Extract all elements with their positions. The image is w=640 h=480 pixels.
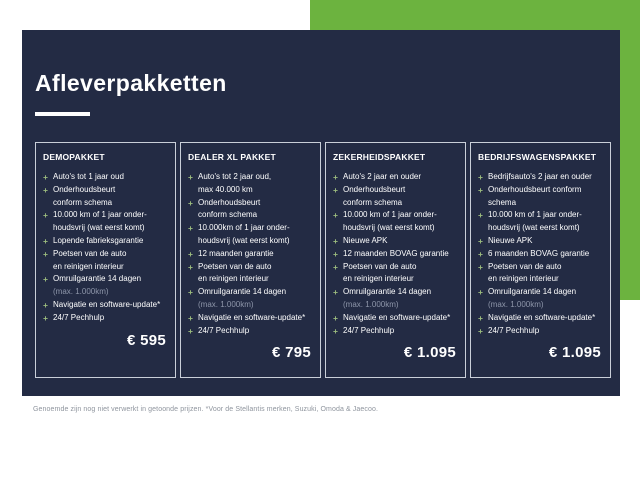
- item-line: [43, 261, 168, 274]
- item-line-text: conform schema: [343, 197, 403, 207]
- item-line-text: en reinigen interieur: [343, 274, 414, 284]
- item-line: [478, 325, 603, 338]
- plus-icon: +: [333, 184, 338, 195]
- item-line: [478, 312, 603, 325]
- package-name: DEMOPAKKET: [43, 152, 105, 162]
- item-line-text: Omruilgarantie 14 dagen: [343, 287, 432, 297]
- item-line: [188, 273, 313, 286]
- item-line-text: 10.000km of 1 jaar onder-: [198, 223, 290, 233]
- plus-icon: +: [188, 172, 193, 182]
- plus-icon: +: [333, 248, 338, 259]
- item-line: [188, 299, 313, 312]
- plus-icon: +: [188, 248, 193, 259]
- package-item: [188, 286, 313, 312]
- item-line-text: Auto's tot 2 jaar oud,: [198, 172, 272, 181]
- packages-row: [35, 142, 611, 378]
- item-line: [188, 235, 313, 248]
- item-line: [43, 222, 168, 235]
- item-line: [333, 209, 458, 222]
- item-line: [478, 248, 603, 261]
- plus-icon: +: [478, 287, 483, 298]
- package-item: [188, 171, 313, 197]
- item-line: [43, 273, 168, 286]
- item-line: [478, 286, 603, 299]
- item-line-text: houdsvrij (wat eerst komt): [343, 223, 435, 233]
- item-line-text: Poetsen van de auto: [343, 261, 417, 271]
- item-line: [333, 235, 458, 248]
- item-line: [478, 197, 603, 210]
- package-card: [35, 142, 176, 378]
- item-line-text: houdsvrij (wat eerst komt): [488, 223, 580, 233]
- item-line: [43, 286, 168, 299]
- title-underline: [35, 112, 90, 116]
- item-line-text: Auto's tot 1 jaar oud: [53, 172, 124, 181]
- item-line-text: Navigatie en software-update*: [343, 312, 451, 322]
- item-line: [478, 171, 603, 184]
- item-line-text: Navigatie en software-update*: [488, 312, 596, 322]
- item-line-text: Onderhoudsbeurt: [343, 184, 406, 194]
- plus-icon: +: [188, 223, 193, 234]
- plus-icon: +: [188, 325, 193, 336]
- package-card: [325, 142, 466, 378]
- plus-icon: +: [43, 312, 48, 323]
- plus-icon: +: [333, 287, 338, 298]
- package-item: [43, 171, 168, 184]
- plus-icon: +: [43, 210, 48, 221]
- package-item: [478, 235, 603, 248]
- plus-icon: +: [188, 312, 193, 323]
- item-line: [478, 222, 603, 235]
- item-line: [478, 184, 603, 197]
- item-line-text: schema: [488, 197, 517, 207]
- plus-icon: +: [43, 274, 48, 285]
- package-item: [333, 261, 458, 287]
- item-line: [43, 299, 168, 312]
- package-item: [188, 197, 313, 223]
- plus-icon: +: [188, 261, 193, 272]
- item-line-text: Onderhoudsbeurt: [53, 184, 116, 194]
- package-item: [478, 312, 603, 325]
- plus-icon: +: [188, 287, 193, 298]
- package-item: [333, 235, 458, 248]
- item-line: [43, 248, 168, 261]
- package-item: [43, 209, 168, 235]
- plus-icon: +: [333, 172, 338, 182]
- item-line-text: (max. 1.000km): [198, 299, 254, 309]
- item-line-text: 10.000 km of 1 jaar onder-: [53, 210, 147, 220]
- item-line-text: max 40.000 km: [198, 184, 253, 194]
- package-item: [333, 312, 458, 325]
- item-line-text: Poetsen van de auto: [198, 261, 272, 271]
- plus-icon: +: [333, 235, 338, 246]
- item-line-text: Bedrijfsauto's 2 jaar en ouder: [488, 172, 592, 181]
- item-line: [188, 312, 313, 325]
- package-card: [470, 142, 611, 378]
- item-line-text: 10.000 km of 1 jaar onder-: [343, 210, 437, 220]
- item-line: [333, 171, 458, 184]
- package-price: € 1.095: [403, 344, 456, 362]
- package-item-list: [188, 171, 313, 337]
- item-line-text: 24/7 Pechhulp: [343, 325, 395, 335]
- item-line-text: en reinigen interieur: [53, 261, 124, 271]
- plus-icon: +: [43, 248, 48, 259]
- item-line: [333, 273, 458, 286]
- item-line-text: Omruilgarantie 14 dagen: [488, 287, 577, 297]
- item-line: [478, 299, 603, 312]
- package-name: ZEKERHEIDSPAKKET: [333, 152, 426, 162]
- plus-icon: +: [43, 235, 48, 246]
- item-line: [188, 222, 313, 235]
- item-line-text: houdsvrij (wat eerst komt): [198, 235, 290, 245]
- item-line-text: Onderhoudsbeurt conform: [488, 184, 582, 194]
- item-line: [333, 299, 458, 312]
- plus-icon: +: [478, 325, 483, 336]
- package-item: [188, 222, 313, 248]
- package-item: [188, 248, 313, 261]
- package-item: [478, 248, 603, 261]
- plus-icon: +: [43, 172, 48, 182]
- item-line-text: Poetsen van de auto: [53, 248, 127, 258]
- plus-icon: +: [478, 261, 483, 272]
- item-line: [188, 261, 313, 274]
- footnote: Genoemde zijn nog niet verwerkt in getoonde prijzen. *Voor de Stellantis merken, Suzuki, Omoda & Jaecoo.: [33, 406, 379, 413]
- item-line: [188, 209, 313, 222]
- package-item: [478, 184, 603, 210]
- item-line: [478, 261, 603, 274]
- item-line: [478, 209, 603, 222]
- page-title: Afleverpakketten: [35, 70, 227, 96]
- plus-icon: +: [333, 325, 338, 336]
- item-line: [188, 197, 313, 210]
- package-item: [333, 209, 458, 235]
- item-line-text: Nieuwe APK: [343, 235, 388, 245]
- package-item: [43, 299, 168, 312]
- item-line-text: (max. 1.000km): [53, 287, 109, 297]
- item-line: [333, 286, 458, 299]
- item-line-text: 24/7 Pechhulp: [488, 325, 540, 335]
- item-line-text: (max. 1.000km): [488, 299, 544, 309]
- item-line: [43, 209, 168, 222]
- item-line: [478, 235, 603, 248]
- item-line-text: houdsvrij (wat eerst komt): [53, 223, 145, 233]
- package-item: [333, 184, 458, 210]
- item-line-text: 24/7 Pechhulp: [53, 312, 105, 322]
- item-line-text: Nieuwe APK: [488, 235, 533, 245]
- item-line: [333, 312, 458, 325]
- item-line-text: Onderhoudsbeurt: [198, 197, 261, 207]
- package-item-list: [333, 171, 458, 337]
- item-line: [188, 286, 313, 299]
- plus-icon: +: [478, 184, 483, 195]
- package-item: [43, 273, 168, 299]
- item-line-text: 6 maanden BOVAG garantie: [488, 248, 590, 258]
- package-name: DEALER XL PAKKET: [188, 152, 276, 162]
- plus-icon: +: [333, 210, 338, 221]
- item-line-text: Navigatie en software-update*: [53, 299, 161, 309]
- item-line-text: 24/7 Pechhulp: [198, 325, 250, 335]
- package-item: [478, 261, 603, 287]
- item-line-text: conform schema: [198, 210, 258, 220]
- item-line: [333, 197, 458, 210]
- plus-icon: +: [333, 312, 338, 323]
- item-line-text: Auto's 2 jaar en ouder: [343, 172, 422, 181]
- package-item: [333, 248, 458, 261]
- plus-icon: +: [478, 210, 483, 221]
- package-item: [43, 248, 168, 274]
- item-line: [333, 325, 458, 338]
- item-line: [43, 235, 168, 248]
- plus-icon: +: [43, 184, 48, 195]
- package-item: [188, 325, 313, 338]
- item-line-text: (max. 1.000km): [343, 299, 399, 309]
- package-item: [333, 286, 458, 312]
- package-price: € 795: [271, 344, 311, 362]
- package-name: BEDRIJFSWAGENSPAKKET: [478, 152, 597, 162]
- plus-icon: +: [333, 261, 338, 272]
- package-item: [188, 261, 313, 287]
- item-line: [188, 325, 313, 338]
- item-line: [188, 171, 313, 184]
- package-item: [43, 312, 168, 325]
- item-line: [333, 261, 458, 274]
- package-item: [478, 325, 603, 338]
- plus-icon: +: [188, 197, 193, 208]
- item-line-text: en reinigen interieur: [488, 274, 559, 284]
- package-item: [43, 235, 168, 248]
- item-line: [478, 273, 603, 286]
- item-line-text: en reinigen interieur: [198, 274, 269, 284]
- package-card: [180, 142, 321, 378]
- package-price: € 1.095: [548, 344, 601, 362]
- item-line-text: Lopende fabrieksgarantie: [53, 235, 144, 245]
- package-item: [333, 171, 458, 184]
- item-line: [43, 197, 168, 210]
- package-item: [478, 286, 603, 312]
- package-item: [43, 184, 168, 210]
- package-item: [188, 312, 313, 325]
- plus-icon: +: [478, 172, 483, 182]
- plus-icon: +: [478, 248, 483, 259]
- package-item: [333, 325, 458, 338]
- item-line-text: 12 maanden garantie: [198, 248, 274, 258]
- package-price: € 595: [126, 331, 166, 349]
- package-item: [478, 209, 603, 235]
- package-item-list: [43, 171, 168, 325]
- plus-icon: +: [43, 299, 48, 310]
- item-line: [43, 171, 168, 184]
- package-item-list: [478, 171, 603, 337]
- item-line-text: Omruilgarantie 14 dagen: [198, 287, 287, 297]
- item-line-text: 10.000 km of 1 jaar onder-: [488, 210, 582, 220]
- item-line-text: conform schema: [53, 197, 113, 207]
- item-line: [333, 248, 458, 261]
- item-line: [43, 312, 168, 325]
- item-line-text: Navigatie en software-update*: [198, 312, 306, 322]
- item-line-text: 12 maanden BOVAG garantie: [343, 248, 449, 258]
- item-line: [333, 222, 458, 235]
- plus-icon: +: [478, 312, 483, 323]
- package-item: [478, 171, 603, 184]
- item-line: [188, 248, 313, 261]
- item-line: [43, 184, 168, 197]
- afleverpakketten-panel: [22, 30, 620, 396]
- item-line: [188, 184, 313, 197]
- item-line: [333, 184, 458, 197]
- item-line-text: Poetsen van de auto: [488, 261, 562, 271]
- item-line-text: Omruilgarantie 14 dagen: [53, 274, 142, 284]
- plus-icon: +: [478, 235, 483, 246]
